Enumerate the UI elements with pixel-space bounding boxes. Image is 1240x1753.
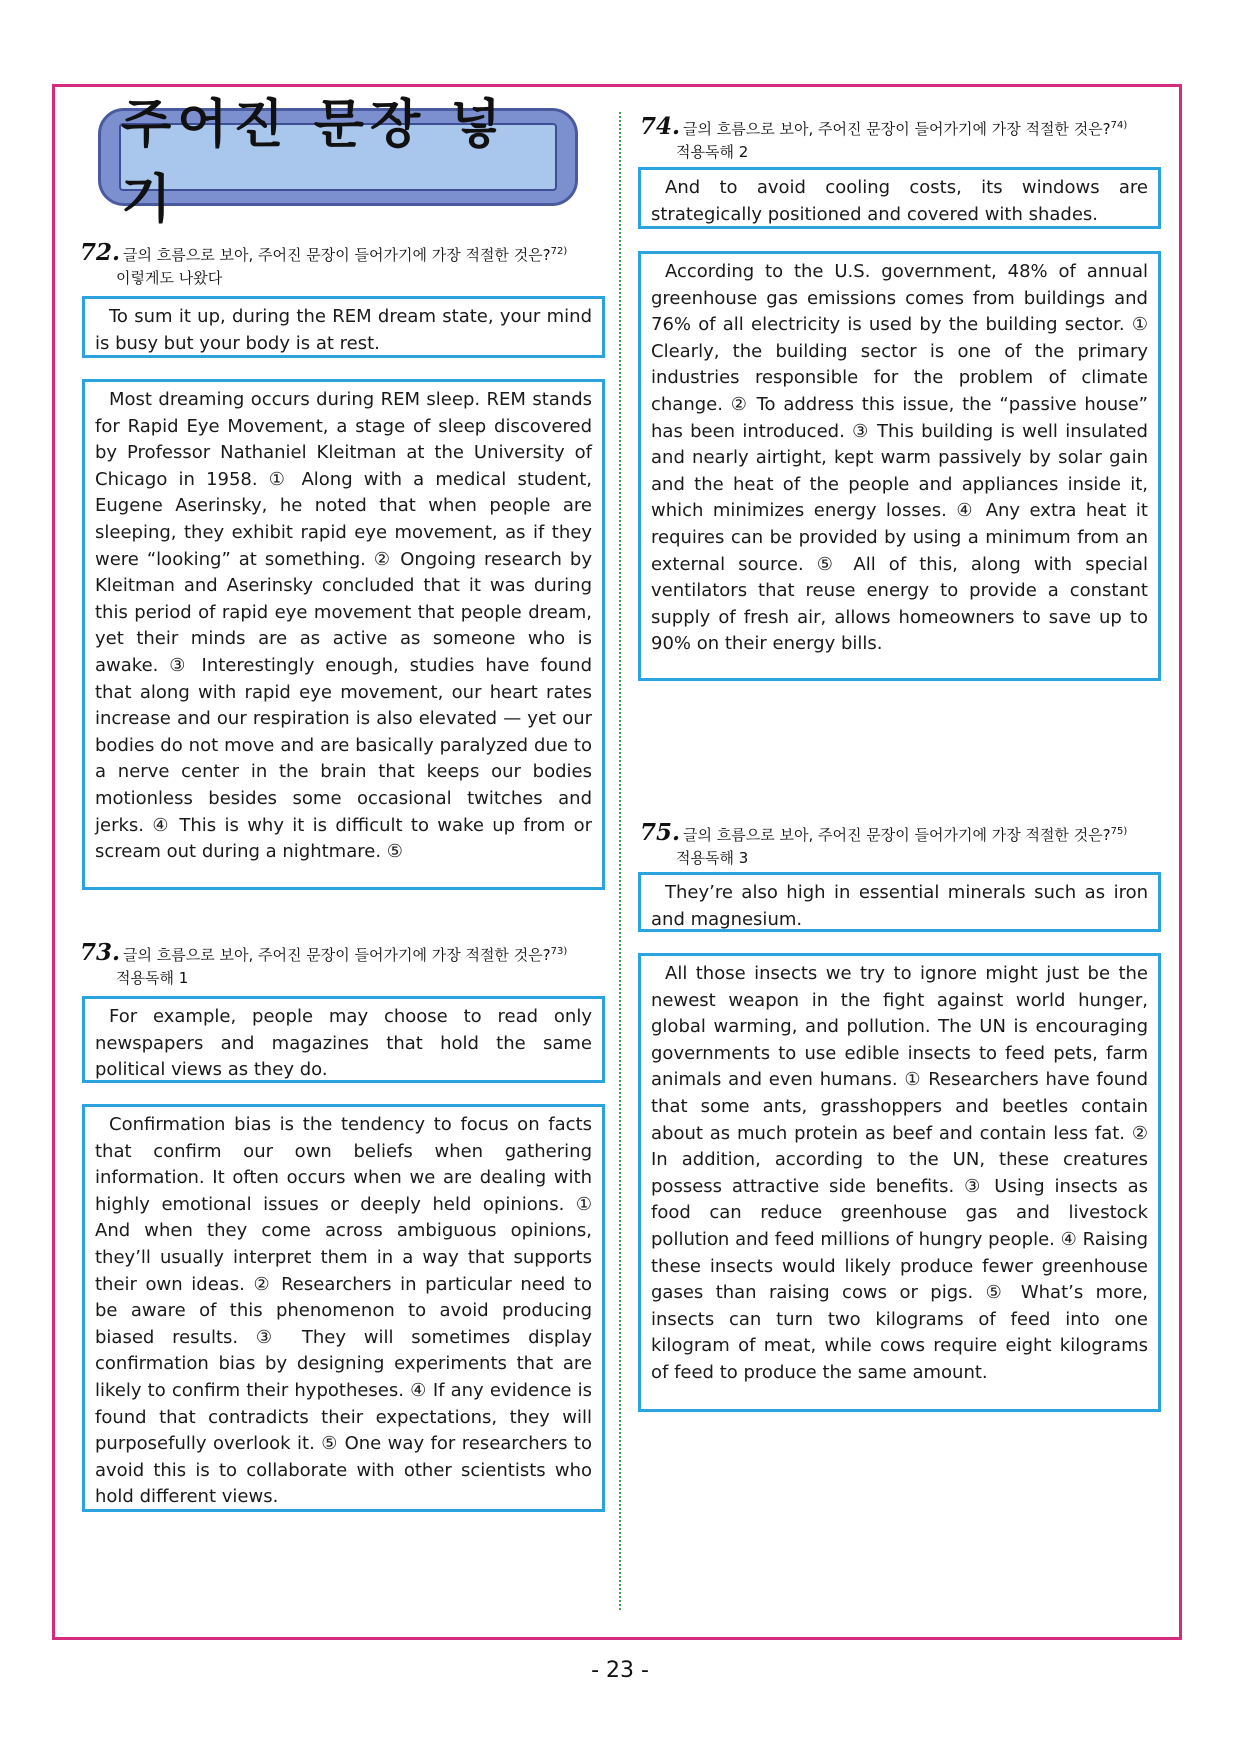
question-72-given-sentence: To sum it up, during the REM dream state, your mind is busy but your body is at rest. [82, 296, 605, 358]
question-prompt: 글의 흐름으로 보아, 주어진 문장이 들어가기에 가장 적절한 것은?$^{74)}$ [683, 120, 1128, 138]
question-number: 73. [80, 939, 121, 966]
question-prompt: 글의 흐름으로 보아, 주어진 문장이 들어가기에 가장 적절한 것은?$^{75)}$ [683, 826, 1128, 844]
question-72-passage: Most dreaming occurs during REM sleep. REM stands for Rapid Eye Movement, a stage of sleep discovered by Professor Nathaniel Kleitman at the University of Chicago in 1958. ① Along with a medical student, Eugene Aserinsky, he noted that when people are sleeping, they exhibit rapid eye movement, as if they were “looking” at something. ② Ongoing research by Kleitman and Aserinsky concluded that it was during this period of rapid eye movement that people dream, yet their minds are as active as someone who is awake. ③ Interestingly enough, studies have found that along with rapid eye movement, our heart rates increase and our respiration is also elevated — yet our bodies do not move and are basically paralyzed due to a nerve center in the brain that keeps our bodies motionless besides some occasional twitches and jerks. ④ This is why it is difficult to wake up from or scream out during a nightmare. ⑤ [82, 379, 605, 890]
question-73-header [80, 940, 610, 990]
question-72-header [80, 240, 610, 290]
question-74-header [640, 114, 1170, 164]
question-source: 이렇게도 나왔다 [116, 269, 223, 287]
question-73-passage: Confirmation bias is the tendency to focus on facts that confirm our own beliefs when gathering information. It often occurs when we are dealing with highly emotional issues or deeply held opinions. ① And when they come across ambiguous opinions, they’ll usually interpret them in a way that supports their own ideas. ② Researchers in particular need to be aware of this phenomenon to avoid producing biased results. ③ They will sometimes display confirmation bias by designing experiments that are likely to confirm their hypotheses. ④ If any evidence is found that contradicts their expectations, they will purposefully overlook it. ⑤ One way for researchers to avoid this is to collaborate with other scientists who hold different views. [82, 1104, 605, 1512]
footnote-ref: 75) [1110, 826, 1128, 837]
question-source: 적용독해 1 [116, 969, 189, 987]
question-source: 적용독해 3 [676, 849, 749, 867]
page-number: - 23 - [591, 1658, 649, 1683]
footnote-ref: 72) [550, 246, 568, 257]
footnote-ref: 74) [1110, 120, 1128, 131]
question-number: 72. [80, 239, 121, 266]
footnote-ref: 73) [550, 946, 568, 957]
question-number: 75. [640, 819, 681, 846]
question-74-given-sentence: And to avoid cooling costs, its windows are strategically positioned and covered with shades. [638, 167, 1161, 229]
question-73-given-sentence: For example, people may choose to read only newspapers and magazines that hold the same political views as they do. [82, 996, 605, 1083]
question-74-passage: According to the U.S. government, 48% of annual greenhouse gas emissions comes from buildings and 76% of all electricity is used by the building sector. ① Clearly, the building sector is one of the primary industries responsible for the problem of climate change. ② To address this issue, the “passive house” has been introduced. ③ This building is well insulated and nearly airtight, kept warm passively by solar gain and the heat of the people and appliances inside it, which minimizes energy losses. ④ Any extra heat it requires can be provided by using a minimum from an external source. ⑤ All of this, along with special ventilators that reuse energy to provide a constant supply of fresh air, allows homeowners to save up to 90% on their energy bills. [638, 251, 1161, 681]
column-divider [619, 112, 621, 1610]
question-number: 74. [640, 113, 681, 140]
question-prompt: 글의 흐름으로 보아, 주어진 문장이 들어가기에 가장 적절한 것은?$^{72)}$ [123, 246, 568, 264]
question-75-given-sentence: They’re also high in essential minerals such as iron and magnesium. [638, 872, 1161, 932]
question-75-passage: All those insects we try to ignore might just be the newest weapon in the fight against world hunger, global warming, and pollution. The UN is encouraging governments to use edible insects to feed pets, farm animals and even humans. ① Researchers have found that some ants, grasshoppers and beetles contain about as much protein as beef and contain less fat. ② In addition, according to the UN, these creatures possess attractive side benefits. ③ Using insects as food can reduce greenhouse gas and livestock pollution and feed millions of hungry people. ④ Raising these insects would likely produce fewer greenhouse gases than raising cows or pigs. ⑤ What’s more, insects can turn two kilograms of feed into one kilogram of meat, while cows require eight kilograms of feed to produce the same amount. [638, 953, 1161, 1412]
section-title-banner [98, 95, 578, 230]
question-75-header [640, 820, 1170, 870]
section-title: 주어진 문장 넣기 [121, 95, 507, 230]
section-title-inner [119, 95, 557, 230]
question-prompt: 글의 흐름으로 보아, 주어진 문장이 들어가기에 가장 적절한 것은?$^{73)}$ [123, 946, 568, 964]
question-source: 적용독해 2 [676, 143, 749, 161]
